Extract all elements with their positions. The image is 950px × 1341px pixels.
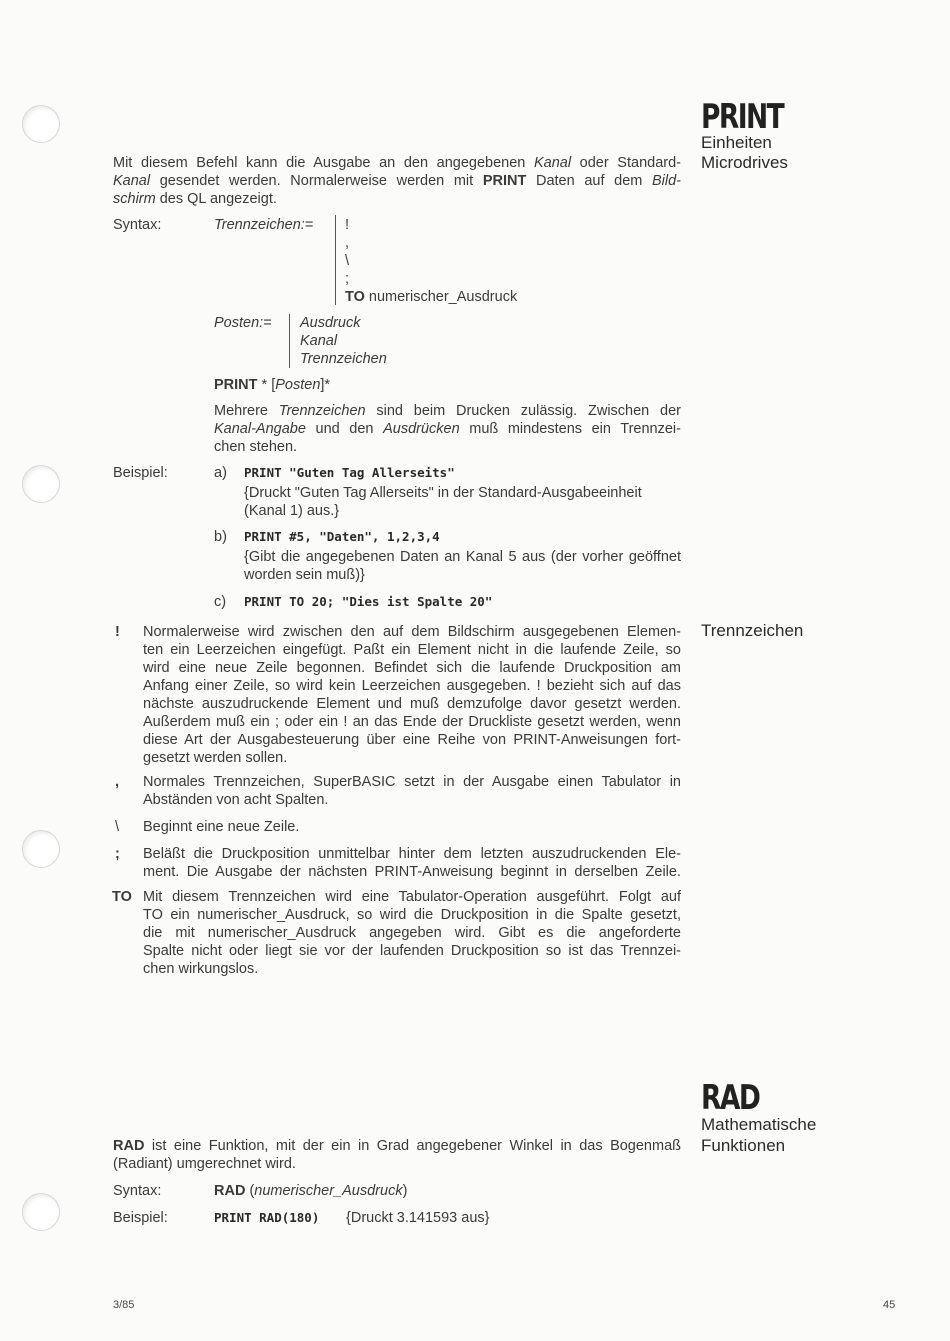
example-code: PRINT #5, "Daten", 1,2,3,4 [244, 529, 440, 544]
separator-symbol: TO [112, 889, 132, 905]
punch-hole [22, 465, 60, 503]
syntax-label: Syntax: [113, 217, 162, 233]
posten-option: Trennzeichen [300, 351, 387, 367]
punch-hole [22, 1193, 60, 1231]
trenn-option: \ [345, 253, 350, 269]
trenn-option-to: TO numerischer_Ausdruck [345, 289, 518, 305]
separator-description: Mit diesem Trennzeichen wird eine Tabulator-Operation ausgeführt. Folgt auf TO ein numerischer_Ausdruck, so wird die Druckposition in die Spalte gesetzt, die mit numerischer_Ausdruck angegeben wird. Gibt es die angeforderte Spalte nicht oder liegt sie vor der laufenden Druckposition so ist das Trennzei- chen wirkungslos. [143, 889, 681, 977]
separator-description: Beläßt die Druckposition unmittelbar hinter dem letzten auszudruckenden Ele- ment. Die Ausgabe der nächsten PRINT-Anweisung beginnt in derselben Zeile. [143, 846, 681, 880]
posten-option: Ausdruck [300, 315, 361, 331]
separator-description: Normales Trennzeichen, SuperBASIC setzt in der Ausgabe einen Tabulator in Abständen von acht Spalten. [143, 774, 681, 808]
example-code: PRINT "Guten Tag Allerseits" [244, 465, 455, 480]
example-code: PRINT TO 20; "Dies ist Spalte 20" [244, 594, 493, 609]
example-letter: b) [214, 529, 227, 545]
punch-hole [22, 105, 60, 143]
example-description: {Gibt die angegebenen Daten an Kanal 5 aus (der vorher geöffnet worden sein muß)} [244, 549, 681, 583]
posten-definition: Posten:= [214, 315, 272, 331]
separator-symbol: , [115, 774, 120, 790]
trenn-option: , [345, 235, 350, 251]
trennzeichen-heading: Trennzeichen [701, 621, 804, 640]
separator-symbol: ; [115, 846, 120, 862]
posten-option: Kanal [300, 333, 338, 349]
rad-syntax: RAD (numerischer_Ausdruck) [214, 1183, 408, 1199]
trenn-option: ! [345, 217, 350, 233]
syntax-bar [289, 314, 290, 368]
rad-intro: RAD ist eine Funktion, mit der ein in Grad angegebener Winkel in das Bogenmaß (Radiant) umgerechnet wird. [113, 1138, 681, 1172]
print-note: Mehrere Trennzeichen sind beim Drucken zulässig. Zwischen der Kanal-Angabe und den Ausdrücken muß mindestens ein Trennzei- chen stehen. [214, 403, 681, 455]
rad-example-code: PRINT RAD(180) [214, 1210, 320, 1225]
print-form: PRINT * [Posten]* [214, 377, 331, 393]
print-title: PRINT [701, 97, 784, 137]
rad-title: RAD [701, 1078, 760, 1118]
trenn-option: ; [345, 271, 350, 287]
print-intro: Mit diesem Befehl kann die Ausgabe an den angegebenen Kanal oder Standard- Kanal gesendet werden. Normalerweise werden mit PRINT Daten auf dem Bild- schirm des QL angezeigt. [113, 155, 682, 207]
rad-beispiel-label: Beispiel: [113, 1210, 168, 1226]
beispiel-label: Beispiel: [113, 465, 168, 481]
syntax-bar [335, 215, 336, 305]
page-number: 45 [883, 1299, 896, 1311]
punch-hole [22, 830, 60, 868]
example-letter: a) [214, 465, 227, 481]
example-description: {Druckt "Guten Tag Allerseits" in der Standard-Ausgabeeinheit (Kanal 1) aus.} [244, 485, 642, 519]
print-category-1: Einheiten [701, 133, 772, 152]
trenn-definition: Trennzeichen:= [214, 217, 314, 233]
rad-syntax-label: Syntax: [113, 1183, 162, 1199]
rad-category-2: Funktionen [701, 1136, 786, 1155]
footer-date: 3/85 [113, 1299, 135, 1311]
rad-category-1: Mathematische [701, 1115, 817, 1134]
example-letter: c) [214, 594, 227, 610]
separator-symbol: ! [115, 624, 120, 640]
separator-description: Normalerweise wird zwischen den auf dem Bildschirm ausgegebenen Elemen- ten ein Leerzeichen eingefügt. Paßt ein Element nicht in die laufende Zeile, so wird eine neue Zeile begonnen. Befindet sich die laufende Druckposition am Anfang einer Zeile, so wird kein Leerzeichen ausgegeben. ! bezieht sich auf das nächste auszudruckende Element und muß demzufolge davor gesetzt werden. Außerdem muß ein ; oder ein ! an das Ende der Druckliste gesetzt werden, wenn diese Art der Ausgabesteuerung über eine Reihe von PRINT-Anweisungen fort- gesetzt werden sollen. [143, 624, 681, 766]
rad-example-description: {Druckt 3.141593 aus} [346, 1210, 490, 1226]
separator-description: Beginnt eine neue Zeile. [143, 819, 300, 835]
print-category-2: Microdrives [701, 153, 788, 172]
separator-symbol: \ [115, 819, 120, 835]
